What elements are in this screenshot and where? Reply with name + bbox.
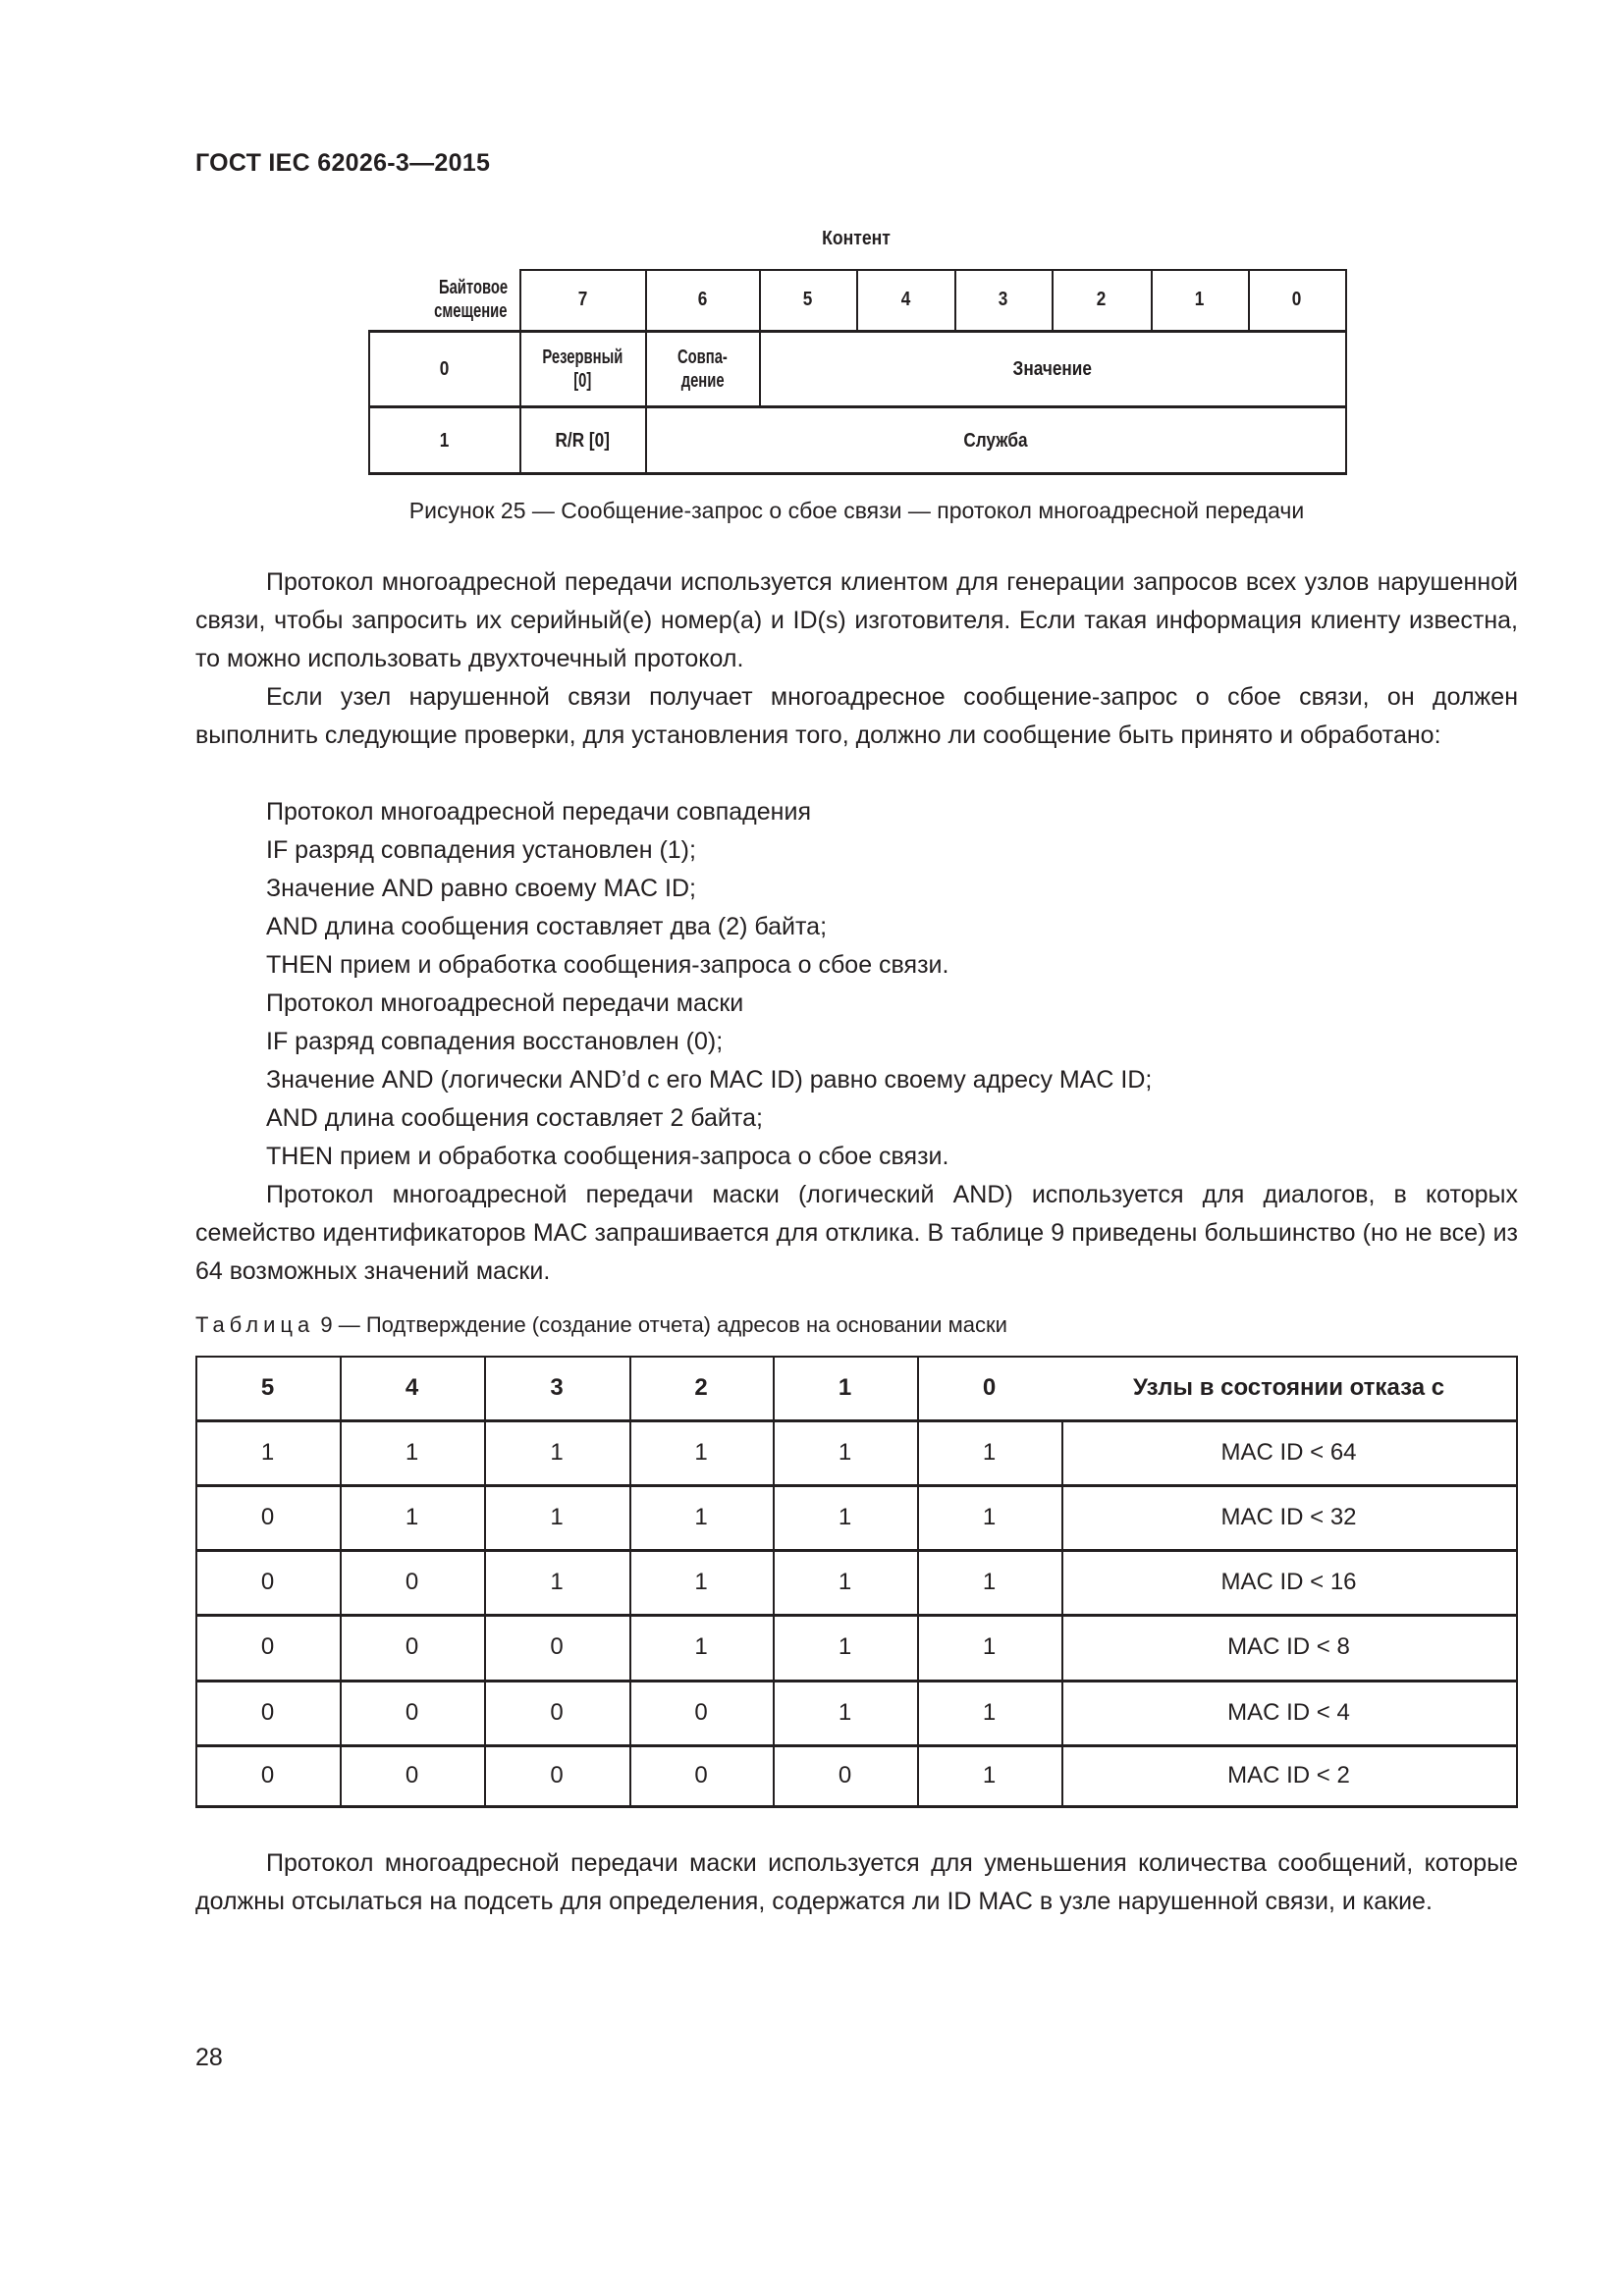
paragraph-text: Протокол многоадресной передачи маски (логический AND) используется для диалогов, в которых семейство идентификаторов MAC запрашивается для отклика. В таблице 9 приведены большинство (но не все) из 64 возможных значений маски. xyxy=(195,1181,1518,1285)
rr-bit-cell: R/R [0] xyxy=(555,429,611,452)
mask-bit-cell: 0 xyxy=(260,1503,275,1530)
reserved-bit-cell xyxy=(520,333,645,405)
column-header: 4 xyxy=(405,1374,419,1401)
table-9-mask-addresses xyxy=(195,1356,1518,1808)
failed-nodes-cell: MAC ID < 4 xyxy=(1227,1698,1350,1726)
figure-25-bitfield-table xyxy=(368,269,1347,474)
document-id-header: ГОСТ IEC 62026-3—2015 xyxy=(195,149,491,177)
mask-bit-cell: 1 xyxy=(982,1633,997,1660)
rule-line: IF разряд совпадения восстановлен (0); xyxy=(266,1028,724,1055)
mask-bit-cell: 1 xyxy=(982,1503,997,1530)
mask-bit-cell: 0 xyxy=(405,1761,419,1789)
figure-content-label: Контент xyxy=(822,228,891,249)
byte-offset-0: 0 xyxy=(440,358,450,380)
paragraph-text: Протокол многоадресной передачи используется клиентом для генерации запросов всех узлов нарушенной связи, чтобы запросить их серийный(е) номер(а) и ID(s) изготовителя. Если такая информация клиенту известна, то можно использовать двухточечный протокол. xyxy=(195,568,1518,672)
mask-bit-cell: 0 xyxy=(260,1698,275,1726)
bit-3-header: 3 xyxy=(999,289,1008,310)
rule-line: AND длина сообщения составляет 2 байта; xyxy=(266,1104,763,1132)
column-header: Узлы в состоянии отказа с xyxy=(1132,1374,1445,1401)
mask-bit-cell: 1 xyxy=(838,1698,852,1726)
mask-bit-cell: 1 xyxy=(694,1438,708,1466)
mask-bit-cell: 0 xyxy=(694,1698,708,1726)
paragraph-2 xyxy=(195,678,1518,755)
rule-line: Значение AND равно своему MAC ID; xyxy=(266,875,696,902)
rule-line: AND длина сообщения составляет два (2) байта; xyxy=(266,913,828,940)
failed-nodes-cell: MAC ID < 16 xyxy=(1220,1568,1357,1595)
rule-line: IF разряд совпадения установлен (1); xyxy=(266,836,696,864)
cell-line: Резервный xyxy=(542,347,623,368)
rule-line: Протокол многоадресной передачи маски xyxy=(266,989,744,1017)
mask-bit-cell: 0 xyxy=(405,1698,419,1726)
table-caption-prefix: Таблица xyxy=(195,1312,315,1337)
failed-nodes-cell: MAC ID < 2 xyxy=(1227,1761,1350,1789)
failed-nodes-cell: MAC ID < 64 xyxy=(1220,1438,1357,1466)
mask-bit-cell: 0 xyxy=(838,1761,852,1789)
paragraph-4 xyxy=(195,1844,1518,1921)
mask-bit-cell: 0 xyxy=(260,1761,275,1789)
table-9-caption xyxy=(195,1312,1007,1338)
figure-caption: Рисунок 25 — Сообщение-запрос о сбое связи — протокол многоадресной передачи xyxy=(408,498,1305,523)
match-bit-cell xyxy=(646,333,759,405)
mask-bit-cell: 1 xyxy=(838,1568,852,1595)
table-border xyxy=(1345,269,1347,474)
mask-bit-cell: 1 xyxy=(694,1568,708,1595)
bit-0-header: 0 xyxy=(1292,289,1302,310)
bit-6-header: 6 xyxy=(697,289,708,310)
column-header: 5 xyxy=(260,1374,275,1401)
mask-bit-cell: 0 xyxy=(550,1698,564,1726)
table-border xyxy=(195,1805,1518,1808)
column-header: 2 xyxy=(694,1374,708,1401)
mask-bit-cell: 1 xyxy=(838,1633,852,1660)
column-header: 3 xyxy=(550,1374,564,1401)
value-field-cell: Значение xyxy=(1012,358,1093,380)
page-number: 28 xyxy=(195,2044,223,2071)
mask-bit-cell: 0 xyxy=(550,1633,564,1660)
column-header: 1 xyxy=(838,1374,852,1401)
paragraph-3 xyxy=(195,1176,1518,1291)
mask-bit-cell: 1 xyxy=(982,1698,997,1726)
mask-bit-cell: 0 xyxy=(405,1633,419,1660)
mask-bit-cell: 1 xyxy=(982,1761,997,1789)
mask-bit-cell: 1 xyxy=(982,1438,997,1466)
mask-bit-cell: 1 xyxy=(550,1503,564,1530)
paragraph-1 xyxy=(195,563,1518,678)
mask-bit-cell: 0 xyxy=(405,1568,419,1595)
table-border xyxy=(1516,1356,1518,1808)
bit-1-header: 1 xyxy=(1195,289,1205,310)
mask-bit-cell: 0 xyxy=(260,1633,275,1660)
mask-bit-cell: 0 xyxy=(550,1761,564,1789)
mask-bit-cell: 1 xyxy=(694,1633,708,1660)
cell-line: дение xyxy=(680,370,725,392)
rule-line: THEN прием и обработка сообщения-запроса о сбое связи. xyxy=(266,951,949,979)
header-line: смещение xyxy=(434,300,508,322)
bit-7-header: 7 xyxy=(577,289,588,310)
mask-bit-cell: 1 xyxy=(405,1438,419,1466)
mask-bit-cell: 1 xyxy=(550,1438,564,1466)
table-caption-text: 9 — Подтверждение (создание отчета) адресов на основании маски xyxy=(314,1312,1007,1337)
header-line: Байтовое xyxy=(439,277,509,298)
bit-2-header: 2 xyxy=(1097,289,1107,310)
mask-bit-cell: 1 xyxy=(694,1503,708,1530)
paragraph-text: Если узел нарушенной связи получает многоадресное сообщение-запрос о сбое связи, он должен выполнить следующие проверки, для установления того, должно ли сообщение быть принято и обработано: xyxy=(195,683,1518,749)
bit-4-header: 4 xyxy=(900,289,911,310)
mask-bit-cell: 1 xyxy=(260,1438,275,1466)
service-field-cell: Служба xyxy=(963,429,1028,452)
byte-offset-1: 1 xyxy=(440,429,450,452)
cell-line: [0] xyxy=(573,370,592,392)
failed-nodes-cell: MAC ID < 8 xyxy=(1227,1633,1350,1660)
mask-bit-cell: 1 xyxy=(405,1503,419,1530)
column-header: 0 xyxy=(982,1374,997,1401)
cell-line: Совпа- xyxy=(677,347,728,368)
mask-bit-cell: 1 xyxy=(838,1503,852,1530)
rule-line: THEN прием и обработка сообщения-запроса о сбое связи. xyxy=(266,1143,949,1170)
bit-5-header: 5 xyxy=(803,289,813,310)
mask-bit-cell: 1 xyxy=(838,1438,852,1466)
failed-nodes-cell: MAC ID < 32 xyxy=(1220,1503,1357,1530)
mask-bit-cell: 0 xyxy=(694,1761,708,1789)
mask-bit-cell: 1 xyxy=(982,1568,997,1595)
rule-line: Значение AND (логически AND’d с его MAC ID) равно своему адресу MAC ID; xyxy=(266,1066,1153,1094)
byte-offset-header xyxy=(368,269,517,330)
mask-bit-cell: 0 xyxy=(260,1568,275,1595)
rule-line: Протокол многоадресной передачи совпадения xyxy=(266,798,811,826)
table-border xyxy=(368,472,1347,475)
paragraph-text: Протокол многоадресной передачи маски используется для уменьшения количества сообщений, которые должны отсылаться на подсеть для определения, содержатся ли ID MAC в узле нарушенной связи, и какие. xyxy=(195,1849,1518,1915)
mask-bit-cell: 1 xyxy=(550,1568,564,1595)
